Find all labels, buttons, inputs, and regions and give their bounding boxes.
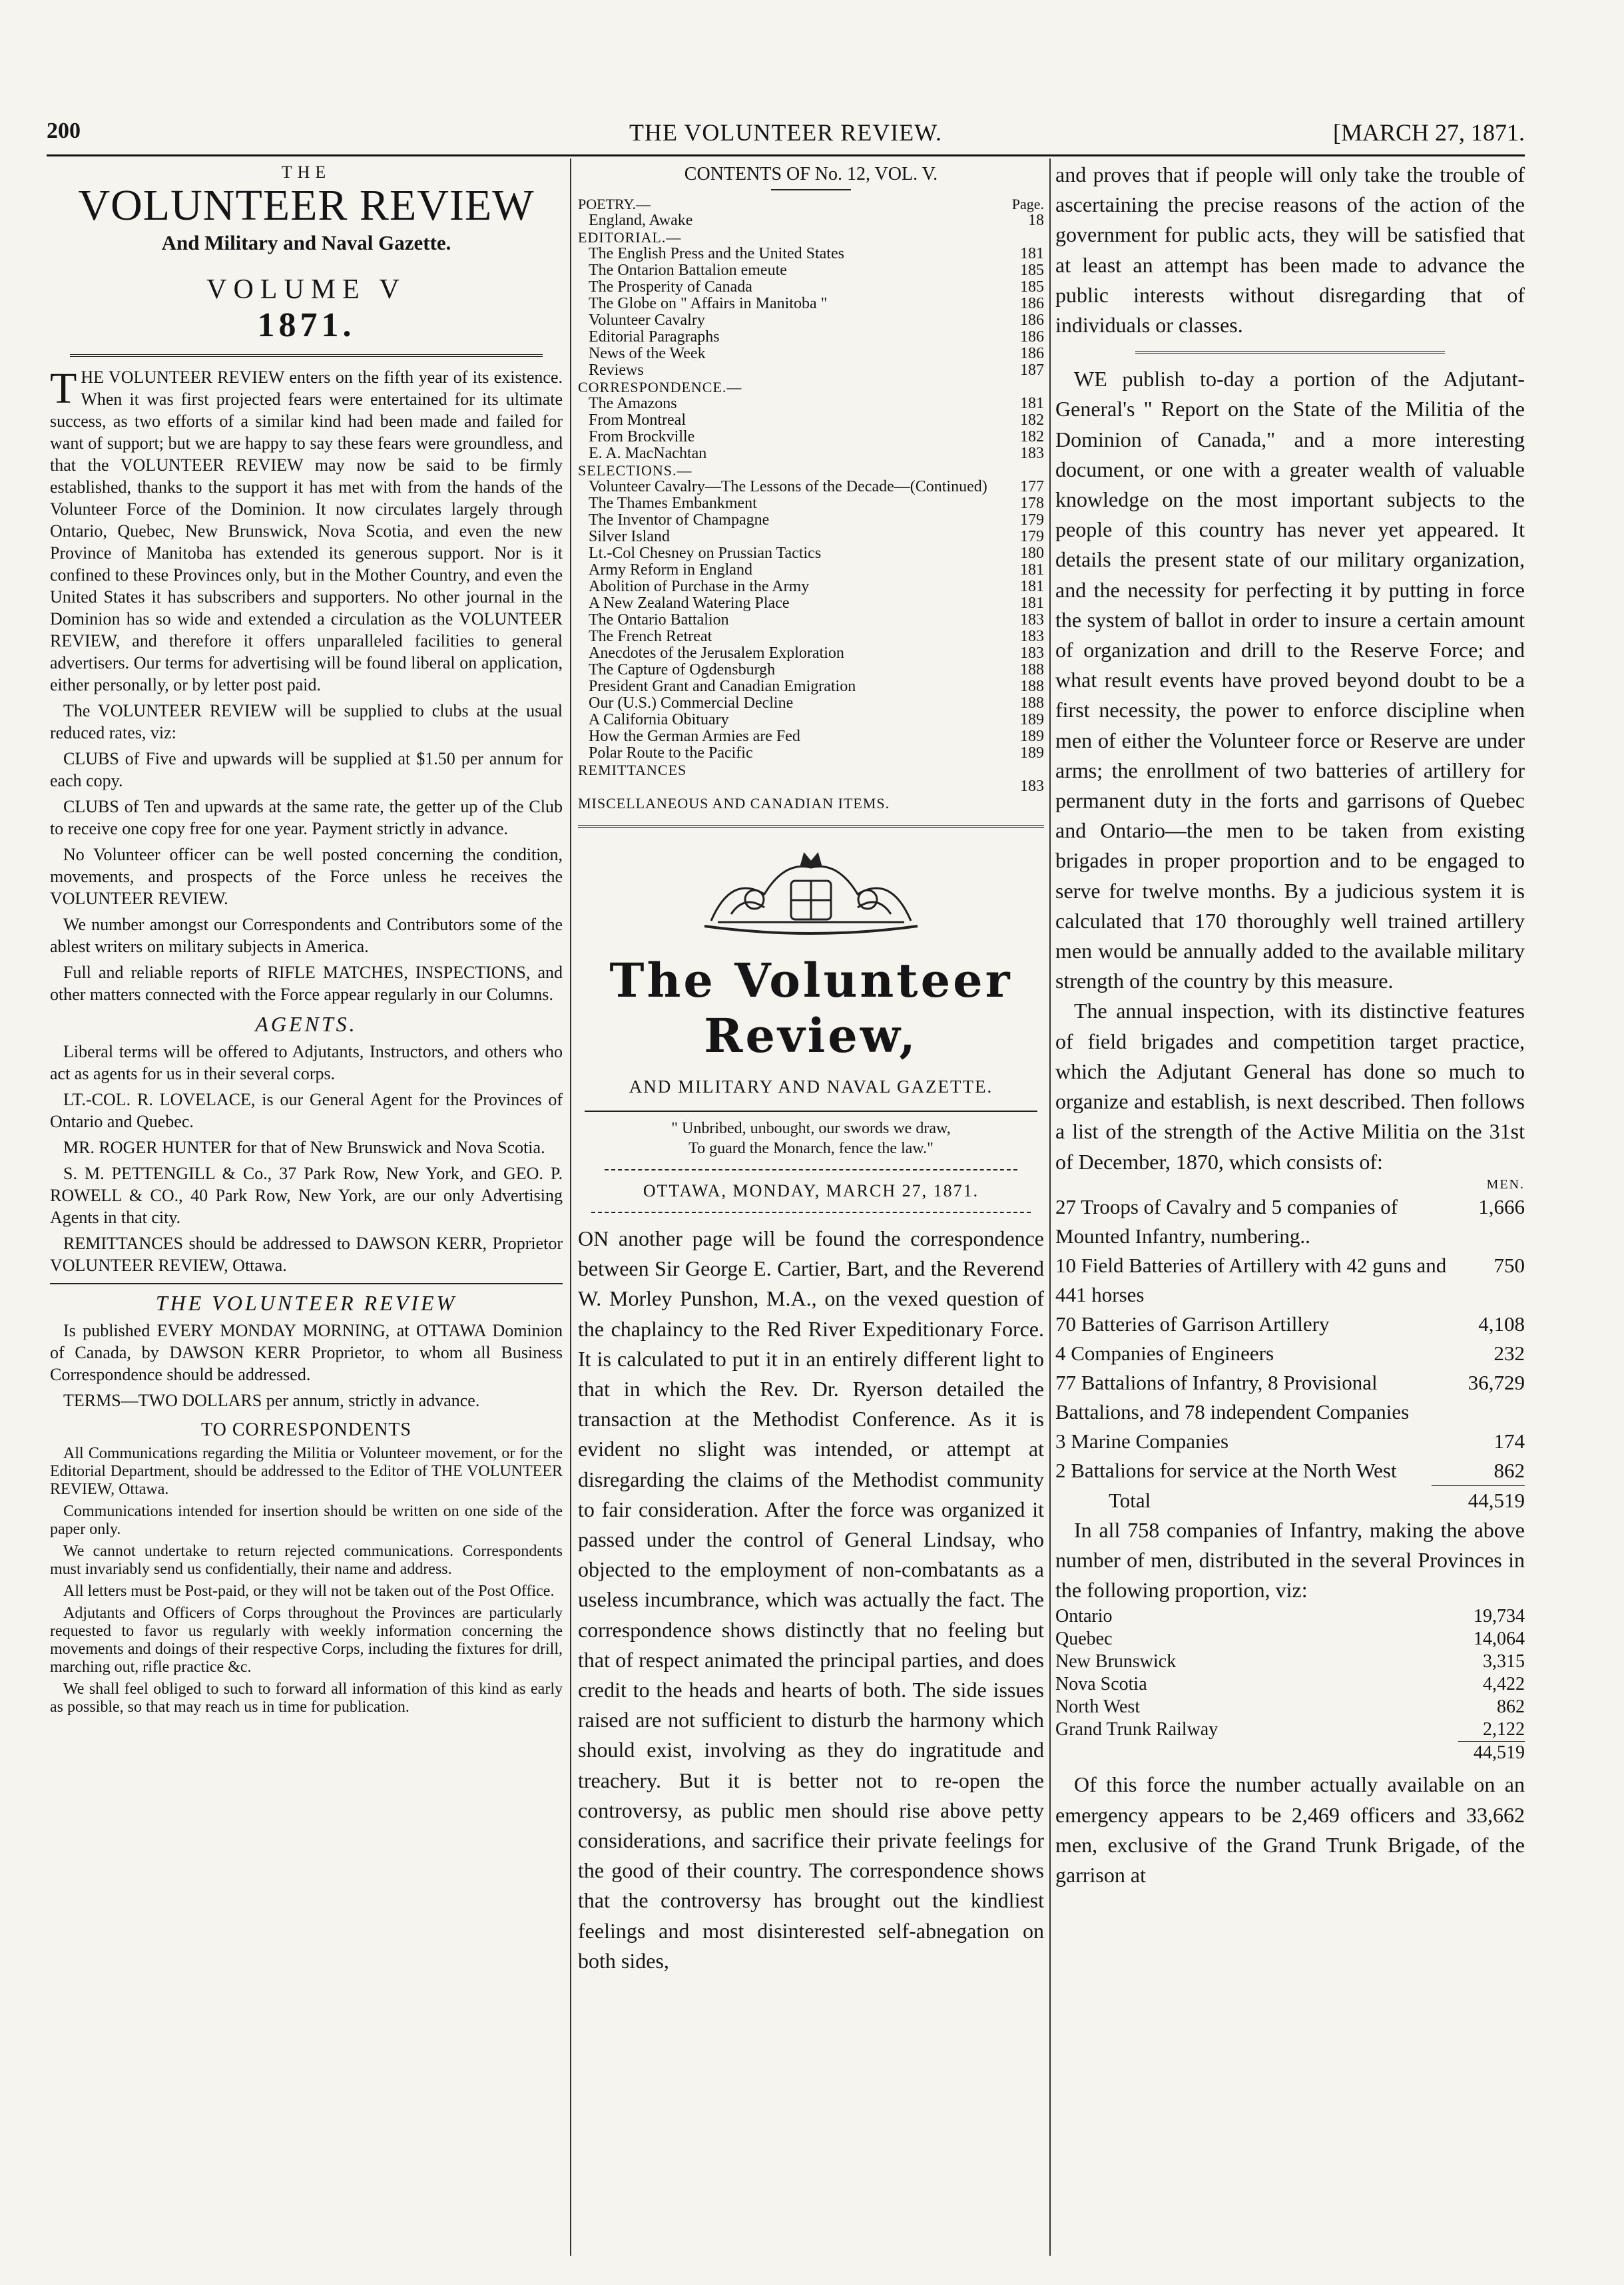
toc-entry-page: 177	[1020, 478, 1044, 495]
divider	[50, 1283, 563, 1284]
strength-row	[1055, 1427, 1525, 1456]
toc-section-heading: MISCELLANEOUS AND CANADIAN ITEMS.	[578, 795, 890, 812]
agents-paragraph: LT.-COL. R. LOVELACE, is our General Agent for the Provinces of Ontario and Quebec.	[50, 1090, 563, 1132]
gazette-subtitle: AND MILITARY AND NAVAL GAZETTE.	[629, 1077, 993, 1097]
province-name: North West	[1055, 1696, 1141, 1718]
publisher-heading: THE VOLUNTEER REVIEW	[155, 1291, 457, 1316]
toc-entry	[578, 545, 1044, 562]
toc-entry-title: A New Zealand Watering Place	[589, 595, 790, 612]
terms-block	[50, 700, 563, 1005]
intro-block	[50, 366, 563, 696]
publisher-paragraph: Is published EVERY MONDAY MORNING, at OTTAWA Dominion of Canada, by DAWSON KERR Proprietor, to whom all Business Correspondence should be addressed.	[50, 1321, 563, 1385]
toc-entry-title: Volunteer Cavalry—The Lessons of the Decade—(Continued)	[589, 479, 987, 495]
page-header	[47, 115, 1525, 154]
toc-entry-title: Editorial Paragraphs	[589, 329, 720, 346]
toc-entry-title: Lt.-Col Chesney on Prussian Tactics	[589, 545, 822, 562]
toc-entry	[578, 579, 1044, 595]
toc-entry-page: 178	[1020, 495, 1044, 512]
strength-label: 3 Marine Companies	[1055, 1429, 1229, 1453]
strength-value: 1,666	[1478, 1194, 1525, 1218]
men-column-label: MEN.	[1486, 1176, 1525, 1192]
strength-label: 2 Battalions for service at the North West	[1055, 1458, 1397, 1482]
toc-entry-title: A California Obituary	[589, 712, 729, 728]
volume-label: VOLUME V	[206, 274, 406, 306]
toc-entry	[578, 212, 1044, 229]
drop-cap: T	[50, 364, 77, 413]
correspondents-paragraph: All letters must be Post-paid, or they will not be taken out of the Post Office.	[63, 1583, 555, 1601]
toc-entry	[578, 312, 1044, 329]
agents-paragraph: Liberal terms will be offered to Adjutants, Instructors, and others who act as agents for us in their several corps.	[50, 1042, 563, 1084]
province-value: 14,064	[1474, 1629, 1525, 1650]
province-row	[1055, 1696, 1525, 1718]
toc-entry-page: 181	[1020, 245, 1044, 262]
toc-entry	[578, 629, 1044, 645]
correspondents-paragraph: We shall feel obliged to such to forward all information of this kind as early as possible, so that may reach us in time for publication.	[50, 1680, 563, 1716]
toc-entry-title: The Ontarion Battalion emeute	[589, 262, 787, 279]
motto-line: To guard the Monarch, fence the law."	[688, 1140, 934, 1157]
article-text: The annual inspection, with its distinctive features of field brigades and competition target practice, which the Adjutant General has done so much to organize and establish, is next described. Then follows a list of the strength of the Active Militia on the 31st of December, 1870, which consists of:	[1055, 999, 1525, 1174]
column-divider	[570, 158, 571, 2256]
contents-list	[578, 196, 1044, 812]
province-name: New Brunswick	[1055, 1651, 1177, 1672]
correspondents-block	[50, 1445, 563, 1716]
toc-entry	[578, 329, 1044, 346]
masthead-title: VOLUNTEER REVIEW	[78, 181, 535, 230]
agents-paragraph: MR. ROGER HUNTER for that of New Brunswick and Nova Scotia.	[63, 1138, 545, 1158]
toc-entry	[578, 445, 1044, 462]
toc-entry	[578, 529, 1044, 545]
terms-paragraph: We number amongst our Correspondents and Contributors some of the ablest writers on military subjects in America.	[50, 915, 563, 957]
province-name: Ontario	[1055, 1606, 1113, 1627]
toc-entry	[578, 346, 1044, 362]
toc-entry	[578, 695, 1044, 712]
toc-entry-page: 185	[1020, 278, 1044, 296]
divider	[585, 1111, 1037, 1112]
volume-year: 1871.	[257, 306, 356, 345]
province-total-row	[1055, 1742, 1525, 1764]
toc-entry-title: Anecdotes of the Jerusalem Exploration	[589, 645, 844, 662]
toc-entry-title: The Amazons	[589, 395, 677, 412]
toc-entry-title: Abolition of Purchase in the Army	[589, 579, 810, 595]
toc-entry	[578, 678, 1044, 695]
toc-entry-page: 189	[1020, 728, 1044, 745]
agents-paragraph: S. M. PETTENGILL & Co., 37 Park Row, New York, and GEO. P. ROWELL & CO., 40 Park Row, New York, are our only Advertising Agents in that city.	[50, 1164, 563, 1228]
strength-row	[1055, 1339, 1525, 1368]
toc-entry	[578, 728, 1044, 745]
blackletter-title: The Volunteer Review,	[609, 953, 1013, 1063]
province-row	[1055, 1628, 1525, 1650]
strength-value: 750	[1493, 1253, 1525, 1277]
toc-entry	[578, 395, 1044, 412]
toc-entry-page: 188	[1020, 694, 1044, 712]
toc-entry	[578, 512, 1044, 529]
dateline: OTTAWA, MONDAY, MARCH 27, 1871.	[643, 1181, 979, 1200]
editorial-article	[578, 1224, 1044, 1976]
toc-entry-page: 187	[1020, 362, 1044, 379]
toc-entry-title: The French Retreat	[589, 629, 712, 645]
running-title: THE VOLUNTEER REVIEW.	[629, 119, 942, 146]
divider	[605, 1169, 1017, 1170]
toc-entry-title: From Montreal	[589, 412, 686, 429]
toc-entry-page: 180	[1020, 545, 1044, 562]
toc-entry	[578, 262, 1044, 279]
article-text: and proves that if people will only take the trouble of ascertaining the precise reasons of the action of the government for public acts, they will be satisfied that at least an attempt has been made to advance the public interests without disregarding that of individuals or classes.	[1055, 162, 1525, 338]
article-continuation	[1055, 160, 1525, 340]
strength-value: 4,108	[1478, 1312, 1525, 1336]
motto-line: " Unbribed, unbought, our swords we draw,	[671, 1120, 951, 1137]
header-rule	[47, 154, 1525, 156]
province-name: Nova Scotia	[1055, 1674, 1147, 1695]
terms-paragraph: CLUBS of Five and upwards will be supplied at $1.50 per annum for each copy.	[50, 749, 563, 791]
toc-entry-title: Our (U.S.) Commercial Decline	[589, 695, 794, 712]
toc-entry-title: President Grant and Canadian Emigration	[589, 678, 856, 695]
toc-entry	[578, 562, 1044, 579]
toc-entry	[578, 495, 1044, 512]
toc-entry-title: The Thames Embankment	[589, 495, 757, 512]
toc-entry-title: E. A. MacNachtan	[589, 445, 707, 462]
toc-entry-page: 179	[1020, 511, 1044, 529]
toc-entry-page: 188	[1020, 661, 1044, 678]
correspondents-paragraph: Adjutants and Officers of Corps throughout the Provinces are particularly requested to favor us regularly with weekly information concerning the movements and doings of their respective Corps, including the fixtures for drill, marching out, rifle practice &c.	[50, 1605, 563, 1676]
total-label: Total	[1109, 1488, 1151, 1512]
toc-entry	[578, 296, 1044, 312]
toc-entry-page: 181	[1020, 395, 1044, 412]
toc-section-heading: EDITORIAL.—	[578, 229, 682, 246]
column-left	[50, 160, 563, 2257]
toc-entry-title: The Prosperity of Canada	[589, 279, 752, 296]
correspondents-paragraph: All Communications regarding the Militia or Volunteer movement, or for the Editorial Department, should be addressed to the Editor of THE VOLUNTEER REVIEW, Ottawa.	[50, 1445, 563, 1499]
toc-entry-title: Reviews	[589, 362, 644, 379]
article-text: Of this force the number actually available on an emergency appears to be 2,469 officers and 33,662 men, exclusive of the Grand Trunk Brigade, of the garrison at	[1055, 1772, 1525, 1887]
publisher-block	[50, 1320, 563, 1411]
strength-row	[1055, 1456, 1525, 1485]
agents-heading: AGENTS.	[255, 1012, 358, 1037]
toc-entry-page: 183	[1020, 644, 1044, 662]
toc-first-section: POETRY.—	[578, 196, 651, 212]
toc-entry	[578, 595, 1044, 612]
toc-entry-title: Volunteer Cavalry	[589, 312, 705, 329]
issue-date: [MARCH 27, 1871.	[1332, 119, 1525, 146]
toc-entry-page: 179	[1020, 528, 1044, 545]
toc-entry	[578, 279, 1044, 296]
distribution-text	[1055, 1515, 1525, 1606]
toc-entry-page: 188	[1020, 678, 1044, 695]
toc-entry-page: 183	[1020, 445, 1044, 462]
strength-value: 174	[1493, 1429, 1525, 1453]
toc-entry	[578, 362, 1044, 379]
province-value: 2,122	[1483, 1719, 1525, 1740]
article-text: In all 758 companies of Infantry, making the above number of men, distributed in the several Provinces in the following proportion, viz:	[1055, 1517, 1525, 1603]
toc-entry-title: The Capture of Ogdensburgh	[589, 662, 776, 678]
royal-coat-of-arms-emblem	[691, 848, 931, 941]
province-row	[1055, 1718, 1525, 1741]
terms-paragraph: Full and reliable reports of RIFLE MATCHES, INSPECTIONS, and other matters connected with the Force appear regularly in our Columns.	[50, 963, 563, 1005]
toc-entry-page: 183	[1020, 628, 1044, 645]
toc-entry	[578, 246, 1044, 262]
masthead-the: THE	[281, 162, 332, 182]
divider	[1135, 351, 1445, 354]
toc-entry	[578, 745, 1044, 762]
toc-entry-page: 18	[1028, 212, 1044, 229]
toc-entry	[578, 429, 1044, 445]
toc-section-heading: REMITTANCES	[578, 762, 687, 778]
toc-entry-page: 185	[1020, 262, 1044, 279]
available-force-text	[1055, 1770, 1525, 1890]
divider	[771, 189, 851, 190]
page-column-label: Page.	[1011, 196, 1044, 212]
total-value: 44,519	[1468, 1488, 1525, 1512]
toc-entry-title: Silver Island	[589, 529, 670, 545]
toc-entry-page: 181	[1020, 595, 1044, 612]
toc-entry	[578, 612, 1044, 629]
strength-value: 232	[1493, 1341, 1525, 1365]
contents-title: CONTENTS OF No. 12, VOL. V.	[684, 164, 938, 184]
province-total-value: 44,519	[1474, 1742, 1525, 1764]
correspondents-heading: TO CORRESPONDENTS	[201, 1419, 411, 1441]
strength-row	[1055, 1368, 1525, 1427]
intro-text: HE VOLUNTEER REVIEW enters on the fifth year of its existence. When it was first projected fears were entertained for its ultimate success, as two efforts of a similar kind had been made and failed for want of support; but we are happy to say these fears were groundless, and that the VOLUNTEER REVIEW may now be said to be firmly established, thanks to the support it has met with from the hands of the Volunteer Force of the Dominion. It now circulates largely through Ontario, Quebec, New Brunswick, Nova Scotia, and even the new Province of Manitoba has extended its generous support. Nor is it confined to these Provinces only, but in the Mother Country, and even the United States it has subscribers and supporters. No other journal in the Dominion has so wide and extended a circulation as the VOLUNTEER REVIEW, and therefore it offers unparalleled facilities to general advertisers. Our terms for advertising will be found liberal on application, either personally, or by letter post paid.	[50, 368, 563, 695]
article-text: ON another page will be found the correspondence between Sir George E. Cartier, Bart, and the Reverend W. Morley Punshon, M.A., on the vexed question of the chaplaincy to the Red River Expeditionary Force. It is calculated to put it in an entirely different light to that in which the Rev. Dr. Ryerson detailed the transaction at the Methodist Conference. As it is evident no slight was intended, or attempt at disregarding the claims of the Methodist community to fair consideration. After the force was organized it passed under the control of General Lindsay, who objected to the employment of non-combatants as a useless incumbrance, which was actually the fact. The correspondence shows distinctly that no feeling but that of respect animated the principal parties, and does credit to the heads and hearts of both. The side issues raised are not sufficient to disturb the harmony which should exist, involving as they do ingratitude and treachery. But it is better not to re-open the controversy, as public men should rise above petty considerations, and sacrifice their private feelings for the good of their country. The correspondence shows that the controversy has brought out the kindliest feelings and most disinterested self-abnegation on both sides,	[578, 1226, 1044, 1973]
page-number: 200	[47, 119, 81, 143]
column-divider	[1049, 158, 1051, 2256]
toc-entry-title: From Brockville	[589, 429, 695, 445]
toc-entry	[578, 662, 1044, 678]
contents-header-row	[578, 196, 1044, 212]
column-right	[1055, 160, 1525, 2257]
toc-entry	[578, 479, 1044, 495]
correspondents-paragraph: Communications intended for insertion should be written on one side of the paper only.	[50, 1503, 563, 1539]
terms-paragraph: The VOLUNTEER REVIEW will be supplied to clubs at the usual reduced rates, viz:	[50, 701, 563, 743]
report-article	[1055, 364, 1525, 1176]
agents-block	[50, 1041, 563, 1276]
column-middle	[578, 160, 1044, 2257]
article-text: WE publish to-day a portion of the Adjutant-General's " Report on the State of the Militia of the Dominion of Canada," and a more interesting document, or one with a greater wealth of valuable knowledge on the most important subjects to the people of this country has never yet appeared. It details the present state of our military organization, and the necessity for perfecting it by putting in force the system of ballot in order to insure a certain amount of organization and drill to the Reserve Force; and what result events have proved beyond doubt to be a first necessity, the power to enforce discipline when men of either the Volunteer force or Reserve are under arms; the enrollment of two batteries of artillery for permanent duty in the forts and garrisons of Quebec and Ontario—the men to be taken from existing brigades in proper proportion and to be engaged to serve for twelve months. By a judicious system it is calculated that 170 thoroughly well trained artillery men would be annually added to the available military strength of the country by this measure.	[1055, 367, 1525, 993]
strength-row	[1055, 1251, 1525, 1310]
toc-entry-title: England, Awake	[589, 212, 693, 229]
masthead-subtitle: And Military and Naval Gazette.	[161, 231, 451, 255]
toc-entry-page: 189	[1020, 711, 1044, 728]
publisher-paragraph: TERMS—TWO DOLLARS per annum, strictly in advance.	[63, 1391, 480, 1411]
toc-entry-page: 183	[1020, 778, 1044, 795]
province-name: Grand Trunk Railway	[1055, 1719, 1218, 1740]
province-value: 862	[1497, 1696, 1525, 1718]
divider	[591, 1212, 1031, 1213]
toc-entry	[578, 712, 1044, 728]
province-row	[1055, 1650, 1525, 1673]
toc-entry-title: The Ontario Battalion	[589, 612, 729, 629]
strength-label: 27 Troops of Cavalry and 5 companies of Mounted Infantry, numbering..	[1055, 1194, 1398, 1248]
province-value: 4,422	[1483, 1674, 1525, 1695]
divider	[70, 354, 543, 357]
province-name: Quebec	[1055, 1629, 1113, 1650]
toc-entry-title: The Globe on " Affairs in Manitoba "	[589, 296, 828, 312]
toc-entry-page: 182	[1020, 411, 1044, 429]
strength-label: 10 Field Batteries of Artillery with 42 guns and 441 horses	[1055, 1253, 1447, 1306]
strength-label: 77 Battalions of Infantry, 8 Provisional Battalions, and 78 independent Companies	[1055, 1370, 1410, 1423]
toc-entry-page: 181	[1020, 561, 1044, 579]
toc-entry-page: 186	[1020, 312, 1044, 329]
strength-label: 70 Batteries of Garrison Artillery	[1055, 1312, 1330, 1336]
province-value: 19,734	[1474, 1606, 1525, 1627]
province-value: 3,315	[1483, 1651, 1525, 1672]
terms-paragraph: CLUBS of Ten and upwards at the same rate, the getter up of the Club to receive one copy free for one year. Payment strictly in advance.	[50, 797, 563, 839]
province-row	[1055, 1605, 1525, 1628]
motto	[578, 1119, 1044, 1158]
toc-entry-page: 186	[1020, 328, 1044, 346]
strength-value: 862	[1493, 1458, 1525, 1482]
total-row	[1055, 1486, 1525, 1515]
toc-entry-page: 181	[1020, 578, 1044, 595]
toc-entry-page: 189	[1020, 744, 1044, 762]
toc-entry-title: Polar Route to the Pacific	[589, 745, 753, 762]
toc-entry-page: 186	[1020, 345, 1044, 362]
strength-row	[1055, 1310, 1525, 1339]
toc-entry-title: News of the Week	[589, 346, 706, 362]
province-distribution-table	[1055, 1605, 1525, 1741]
toc-entry	[578, 412, 1044, 429]
correspondents-paragraph: We cannot undertake to return rejected communications. Correspondents must invariably send us confidentially, their name and address.	[50, 1543, 563, 1579]
militia-strength-table	[1055, 1192, 1525, 1485]
toc-entry-title: The Inventor of Champagne	[589, 512, 770, 529]
toc-section-heading: SELECTIONS.—	[578, 462, 692, 479]
toc-entry	[578, 778, 1044, 795]
toc-entry-page: 182	[1020, 428, 1044, 445]
toc-entry-title: The English Press and the United States	[589, 246, 844, 262]
toc-entry-page: 183	[1020, 611, 1044, 629]
toc-entry	[578, 645, 1044, 662]
terms-paragraph: No Volunteer officer can be well posted concerning the condition, movements, and prospects of the Force unless he receives the VOLUNTEER REVIEW.	[50, 845, 563, 909]
strength-label: 4 Companies of Engineers	[1055, 1341, 1274, 1365]
toc-section-heading: CORRESPONDENCE.—	[578, 379, 742, 395]
strength-row	[1055, 1192, 1525, 1251]
province-row	[1055, 1673, 1525, 1696]
agents-paragraph: REMITTANCES should be addressed to DAWSON KERR, Proprietor VOLUNTEER REVIEW, Ottawa.	[50, 1234, 563, 1276]
strength-value: 36,729	[1468, 1370, 1525, 1394]
toc-entry-page: 186	[1020, 295, 1044, 312]
divider	[578, 825, 1044, 828]
toc-entry-title: How the German Armies are Fed	[589, 728, 800, 745]
toc-entry-title: Army Reform in England	[589, 562, 752, 579]
toc-entry-title	[589, 778, 1017, 795]
